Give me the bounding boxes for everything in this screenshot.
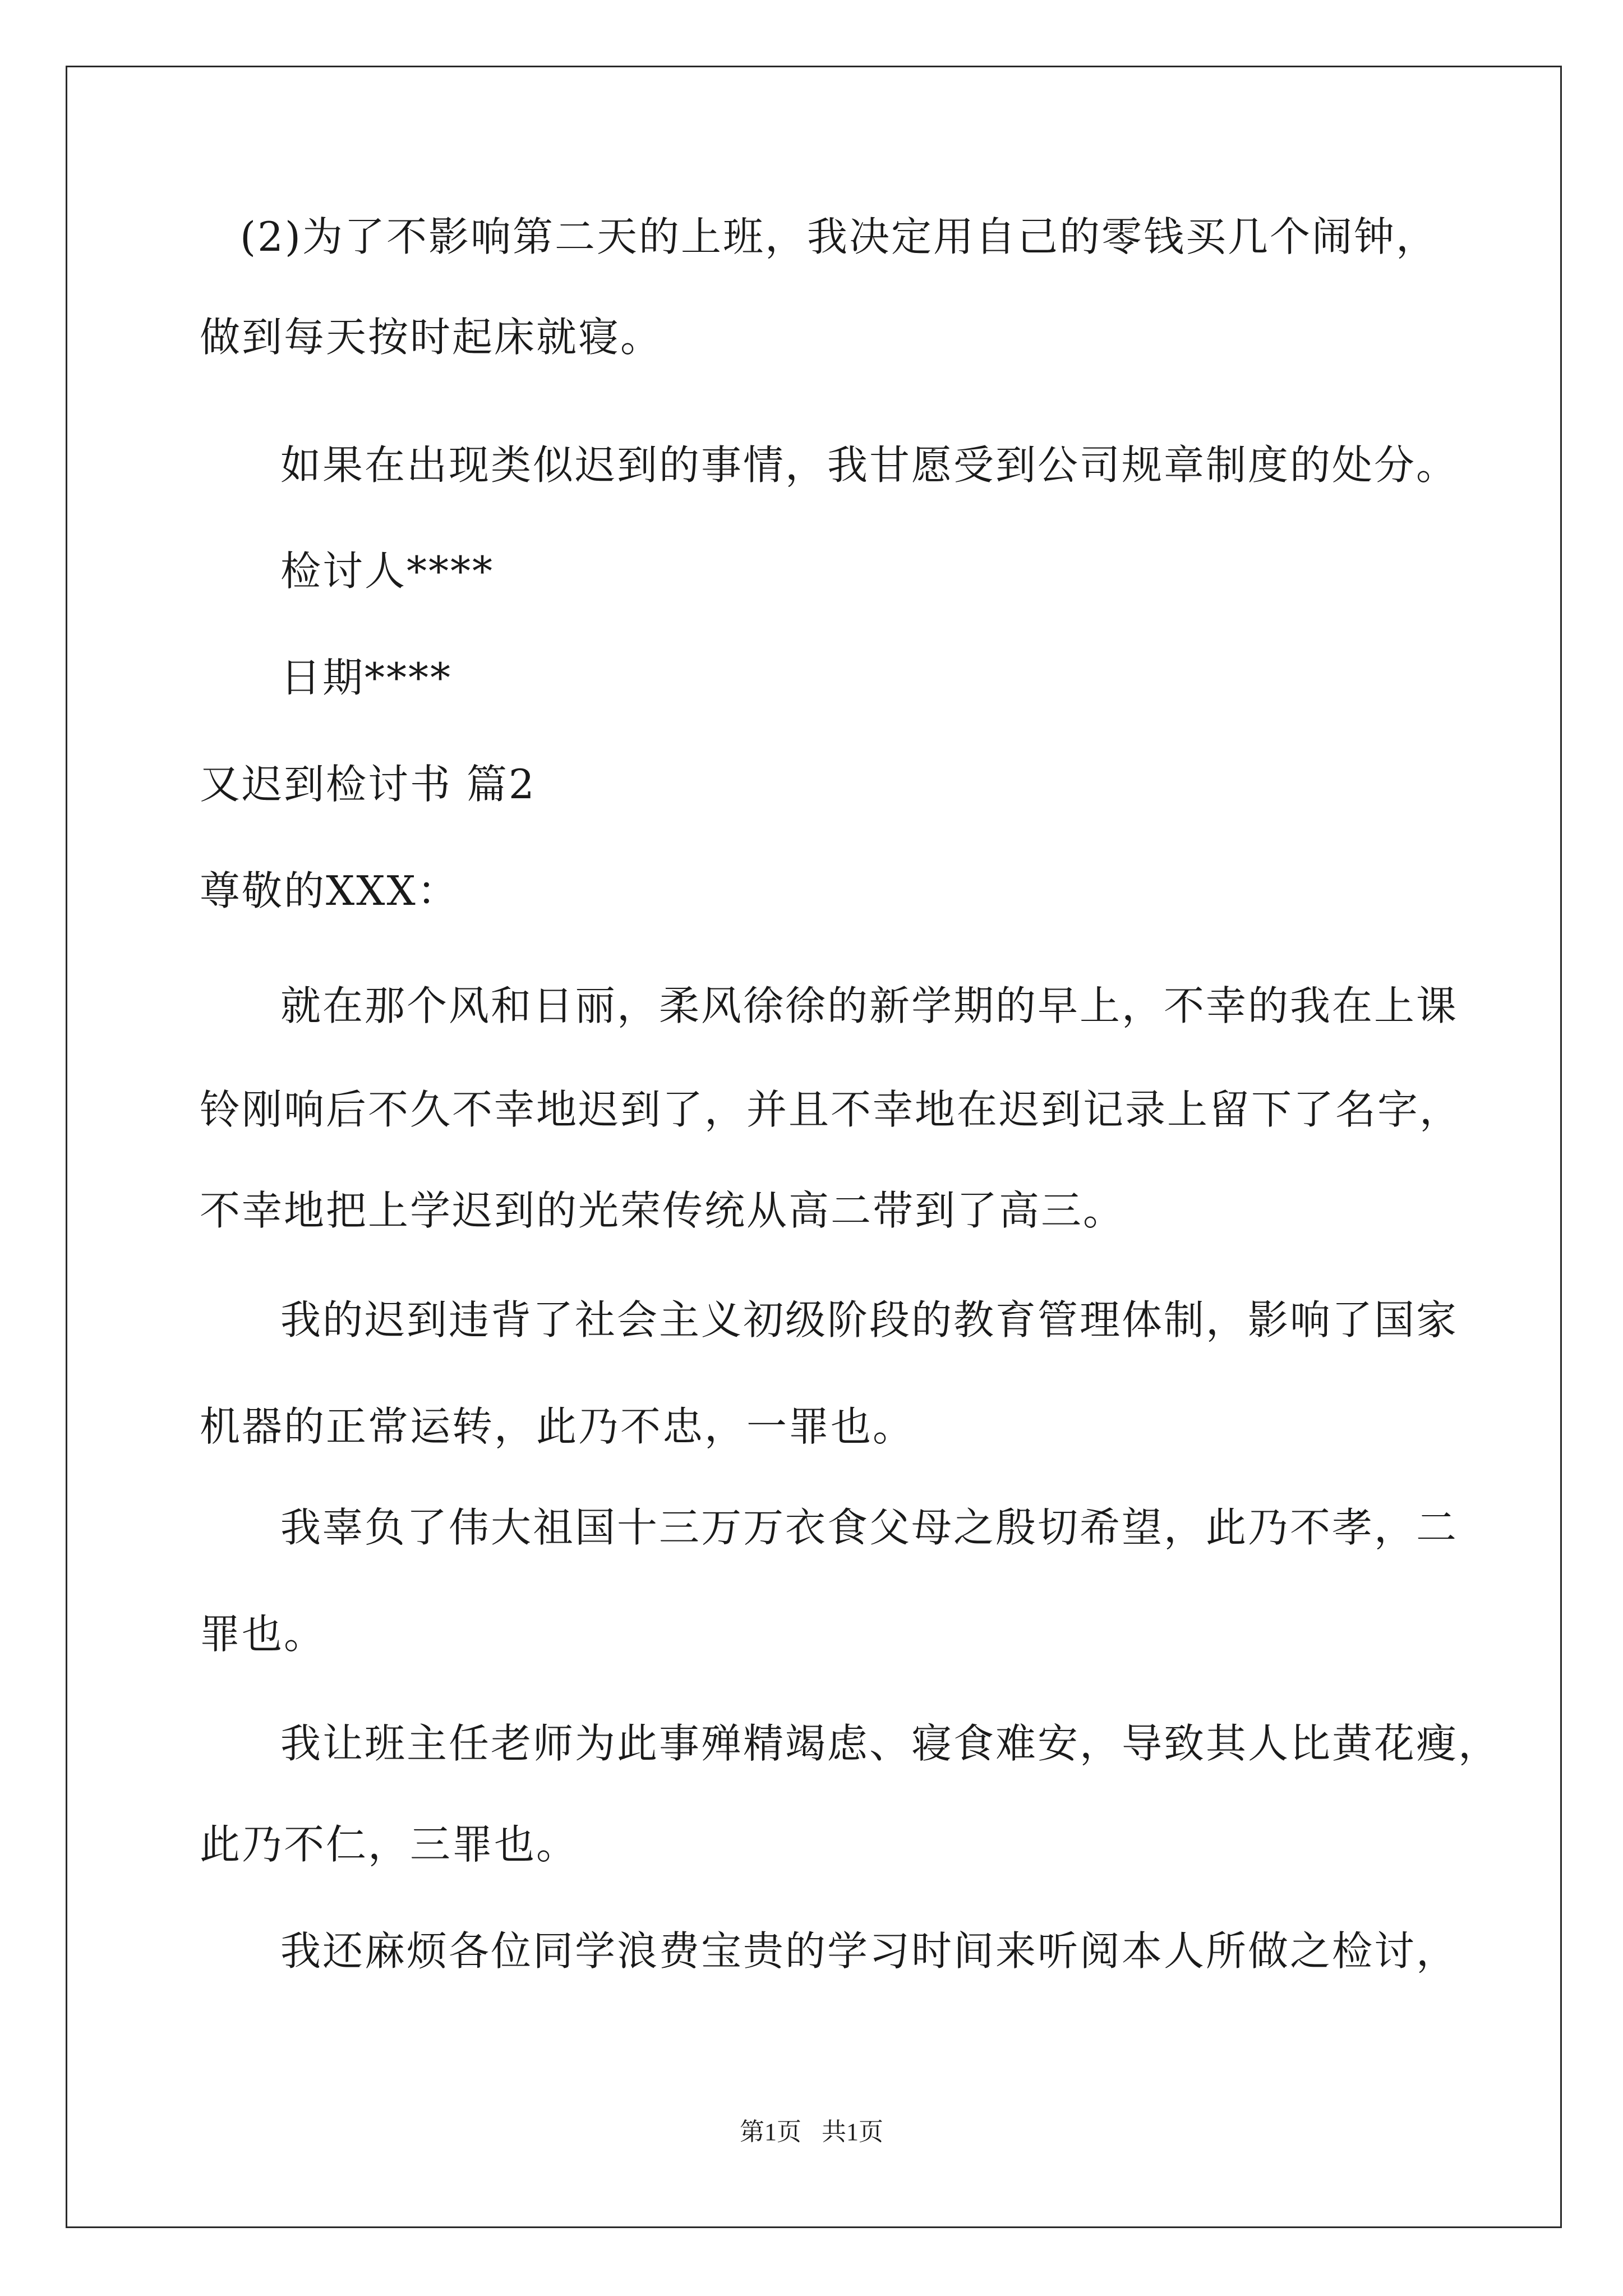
body-line: 铃刚响后不久不幸地迟到了，并且不幸地在迟到记录上留下了名字， (200, 1086, 1462, 1133)
signature-line: 检讨人**** (280, 547, 495, 595)
page-footer (0, 2116, 1623, 2148)
page-total: 共1页 (822, 2118, 883, 2146)
body-line: 我辜负了伟大祖国十三万万衣食父母之殷切希望，此乃不孝，二 (280, 1504, 1459, 1551)
body-line: 机器的正常运转，此乃不忠，一罪也。 (200, 1403, 915, 1450)
page-number: 第1页 (740, 2118, 801, 2146)
body-line: 做到每天按时起床就寝。 (200, 314, 663, 361)
body-line: (2)为了不影响第二天的上班，我决定用自己的零钱买几个闹钟， (240, 213, 1438, 260)
body-line: 不幸地把上学迟到的光荣传统从高二带到了高三。 (200, 1187, 1126, 1234)
section-heading: 又迟到检讨书 篇2 (200, 761, 536, 808)
page-border (66, 66, 1562, 2228)
body-line: 此乃不仁，三罪也。 (200, 1821, 579, 1868)
salutation: 尊敬的XXX： (200, 867, 459, 914)
body-line: 罪也。 (200, 1611, 326, 1658)
body-line: 我的迟到违背了社会主义初级阶段的教育管理体制，影响了国家 (280, 1296, 1459, 1343)
body-line: 就在那个风和日丽，柔风徐徐的新学期的早上，不幸的我在上课 (280, 982, 1459, 1029)
body-line: 我让班主任老师为此事殚精竭虑、寝食难安，导致其人比黄花瘦， (280, 1720, 1501, 1767)
body-line: 如果在出现类似迟到的事情，我甘愿受到公司规章制度的处分。 (280, 441, 1459, 489)
date-line: 日期**** (280, 654, 453, 701)
body-line: 我还麻烦各位同学浪费宝贵的学习时间来听阅本人所做之检讨， (280, 1927, 1459, 1975)
